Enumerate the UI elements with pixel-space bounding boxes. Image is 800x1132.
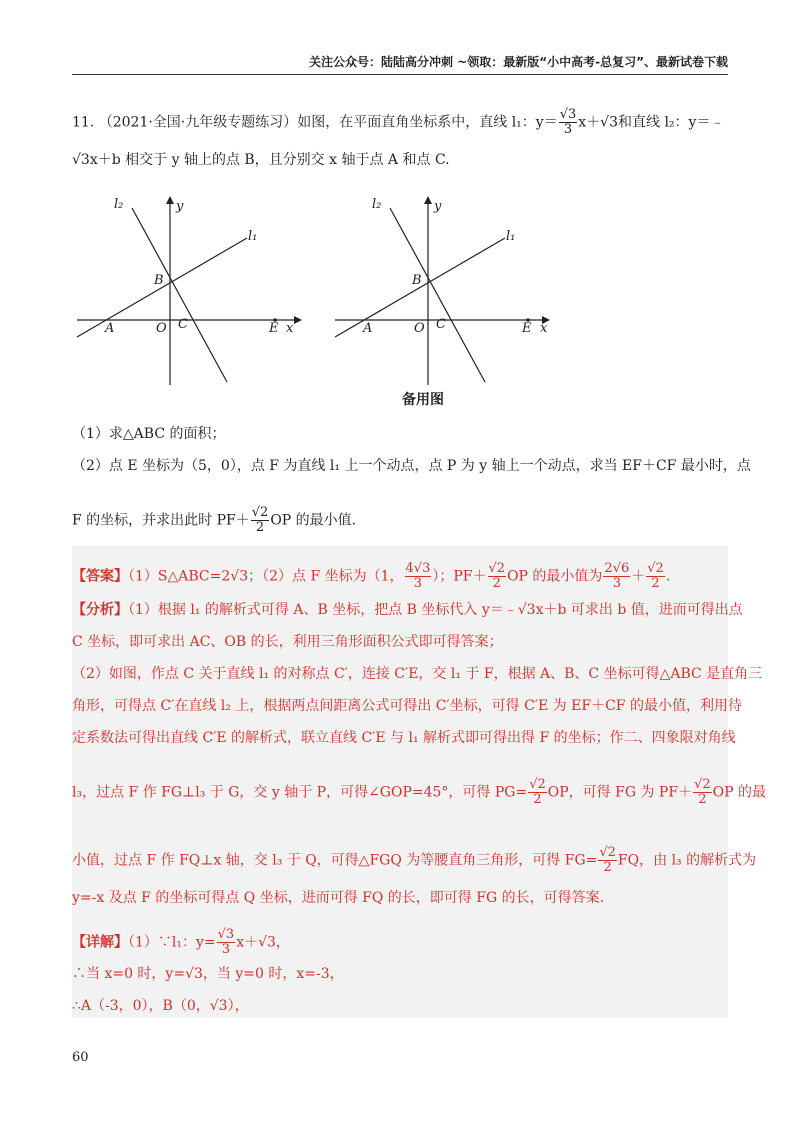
detail-line-1 bbox=[72, 928, 290, 957]
answer-text: ）；PF＋ bbox=[432, 568, 487, 585]
fraction-numerator: √3 bbox=[217, 927, 235, 942]
part-2-continued bbox=[72, 506, 356, 535]
sqrt2-over-2 bbox=[598, 846, 617, 875]
answer-text: ＋ bbox=[631, 568, 646, 585]
coordinate-figure bbox=[72, 190, 312, 390]
label-C: C bbox=[436, 317, 446, 332]
analysis-line-2: C 坐标，即可求出 AC、OB 的长，利用三角形面积公式即可得答案； bbox=[72, 634, 503, 650]
fraction-numerator: √2 bbox=[694, 777, 711, 792]
page-header: 关注公众号：陆陆高分冲刺 ~领取：最新版“小中高考-总复习”、最新试卷下载 bbox=[72, 54, 728, 75]
question-number: 11. bbox=[72, 114, 95, 131]
sqrt2-over-2 bbox=[251, 506, 270, 535]
answer-fraction-2 bbox=[488, 562, 507, 591]
label-E: E bbox=[269, 321, 279, 336]
label-y: y bbox=[434, 199, 442, 214]
fraction-denominator: 2 bbox=[255, 520, 265, 535]
label-l1: l₁ bbox=[506, 229, 516, 244]
fraction-denominator: 2 bbox=[492, 576, 501, 591]
analysis-text: （1）根据 l₁ 的解析式可得 A、B 坐标，把点 B 坐标代入 y＝﹣√3x＋b 可求出 b 值，进而可得出点 bbox=[128, 602, 743, 618]
label-l2: l₂ bbox=[114, 197, 124, 212]
label-B: B bbox=[154, 273, 164, 288]
fraction-numerator: √2 bbox=[251, 505, 269, 520]
answer-text: （1）S△ABC=2√3；（2）点 F 坐标为（1， bbox=[128, 568, 404, 585]
label-x: x bbox=[540, 321, 548, 336]
detail-tag: 【详解】 bbox=[72, 934, 128, 951]
part-1: （1）求△ABC 的面积； bbox=[72, 426, 226, 442]
analysis-line-6 bbox=[72, 778, 766, 807]
sqrt3-over-3 bbox=[217, 928, 236, 957]
question-line-2: √3x＋b 相交于 y 轴上的点 B，且分别交 x 轴于点 A 和点 C. bbox=[72, 152, 450, 168]
label-C: C bbox=[178, 317, 188, 332]
label-y: y bbox=[176, 199, 184, 214]
page-number: 60 bbox=[72, 1050, 89, 1065]
detail-text: （1）∵l₁：y= bbox=[128, 934, 216, 951]
label-l1: l₁ bbox=[248, 229, 258, 244]
fraction-denominator: 2 bbox=[533, 792, 542, 807]
answer-text: . bbox=[665, 568, 671, 585]
spare-figure-caption: 备用图 bbox=[402, 392, 444, 408]
detail-line-2: ∴当 x=0 时，y=√3，当 y=0 时，x=-3， bbox=[72, 966, 344, 982]
answer-text: OP 的最小值为 bbox=[507, 568, 603, 585]
answer-line bbox=[72, 562, 670, 591]
fraction-numerator: √2 bbox=[529, 777, 546, 792]
fraction-numerator: √3 bbox=[559, 107, 577, 122]
spare-figure bbox=[330, 190, 570, 390]
detail-line-3: ∴A（-3，0），B（0，√3）， bbox=[72, 998, 249, 1014]
analysis-text: l₃，过点 F 作 FG⊥l₃ 于 G，交 y 轴于 P，可得∠GOP=45°，可得 PG= bbox=[72, 784, 528, 801]
analysis-tag: 【分析】 bbox=[72, 602, 128, 618]
question-line-1 bbox=[72, 108, 724, 137]
analysis-line-3: （2）如图，作点 C 关于直线 l₁ 的对称点 C′，连接 C′E，交 l₁ 于 F，根据 A、B、C 坐标可得△ABC 是直角三 bbox=[72, 666, 763, 682]
line-l2 bbox=[390, 208, 485, 382]
fraction-denominator: 2 bbox=[698, 792, 707, 807]
answer-tag: 【答案】 bbox=[72, 568, 128, 585]
analysis-text: OP 的最 bbox=[712, 784, 766, 801]
fraction-numerator: 2√6 bbox=[604, 561, 630, 576]
y-axis-arrow bbox=[424, 196, 432, 204]
part-2: （2）点 E 坐标为（5，0），点 F 为直线 l₁ 上一个动点，点 P 为 y 轴上一个动点，求当 EF＋CF 最小时，点 bbox=[72, 458, 751, 474]
question-source: （2021·全国·九年级专题练习）如图，在平面直角坐标系中，直线 bbox=[98, 114, 508, 131]
y-axis-arrow bbox=[166, 196, 174, 204]
analysis-line-7 bbox=[72, 846, 756, 875]
part-2-text-end: OP 的最小值. bbox=[270, 512, 357, 529]
label-B: B bbox=[412, 273, 422, 288]
label-E: E bbox=[522, 321, 532, 336]
label-l2: l₂ bbox=[372, 197, 382, 212]
fraction-numerator: √2 bbox=[488, 561, 506, 576]
fraction-numerator: √2 bbox=[599, 845, 616, 860]
fraction-numerator: 4√3 bbox=[405, 561, 431, 576]
label-O: O bbox=[414, 321, 425, 336]
analysis-text: FQ，由 l₃ 的解析式为 bbox=[617, 852, 757, 869]
detail-text: x＋√3， bbox=[236, 934, 290, 951]
line-l2 bbox=[132, 208, 227, 382]
fraction-denominator: 3 bbox=[413, 576, 423, 591]
label-A: A bbox=[363, 321, 373, 336]
l1-rest: x＋√3和直线 l₂：y＝﹣ bbox=[578, 114, 725, 131]
fraction-denominator: 3 bbox=[612, 576, 621, 591]
label-A: A bbox=[105, 321, 115, 336]
l1-prefix: l₁：y＝ bbox=[511, 114, 558, 131]
fraction-denominator: 3 bbox=[221, 942, 231, 957]
answer-fraction-1 bbox=[405, 562, 432, 591]
sqrt2-over-2 bbox=[693, 778, 712, 807]
analysis-line-8: y=-x 及点 F 的坐标可得点 Q 坐标，进而可得 FQ 的长，即可得 FG 的长，可得答案. bbox=[72, 890, 605, 906]
analysis-text: 小值，过点 F 作 FQ⊥x 轴，交 l₃ 于 Q，可得△FGQ 为等腰直角三角形，可得 FG= bbox=[72, 852, 598, 869]
fraction-denominator: 3 bbox=[563, 122, 573, 137]
part-2-text: F 的坐标，并求出此时 PF＋ bbox=[72, 512, 250, 529]
sqrt2-over-2 bbox=[528, 778, 547, 807]
analysis-line-5: 定系数法可得出直线 C′E 的解析式，联立直线 C′E 与 l₁ 解析式即可得出得 F 的坐标；作二、四象限对角线 bbox=[72, 730, 736, 746]
fraction-numerator: √2 bbox=[647, 561, 664, 576]
x-axis-arrow bbox=[294, 316, 302, 324]
label-x: x bbox=[286, 321, 294, 336]
analysis-text: OP，可得 FG 为 PF＋ bbox=[547, 784, 693, 801]
l1-fraction bbox=[559, 108, 578, 137]
analysis-line-1 bbox=[72, 600, 743, 620]
answer-fraction-4 bbox=[646, 562, 665, 591]
fraction-denominator: 2 bbox=[603, 860, 612, 875]
analysis-line-4: 角形，可得点 C′在直线 l₂ 上，根据两点间距离公式可得出 C′坐标，可得 C′E 为 EF＋CF 的最小值，利用待 bbox=[72, 698, 742, 714]
label-O: O bbox=[156, 321, 167, 336]
answer-fraction-3 bbox=[603, 562, 630, 591]
fraction-denominator: 2 bbox=[651, 576, 660, 591]
